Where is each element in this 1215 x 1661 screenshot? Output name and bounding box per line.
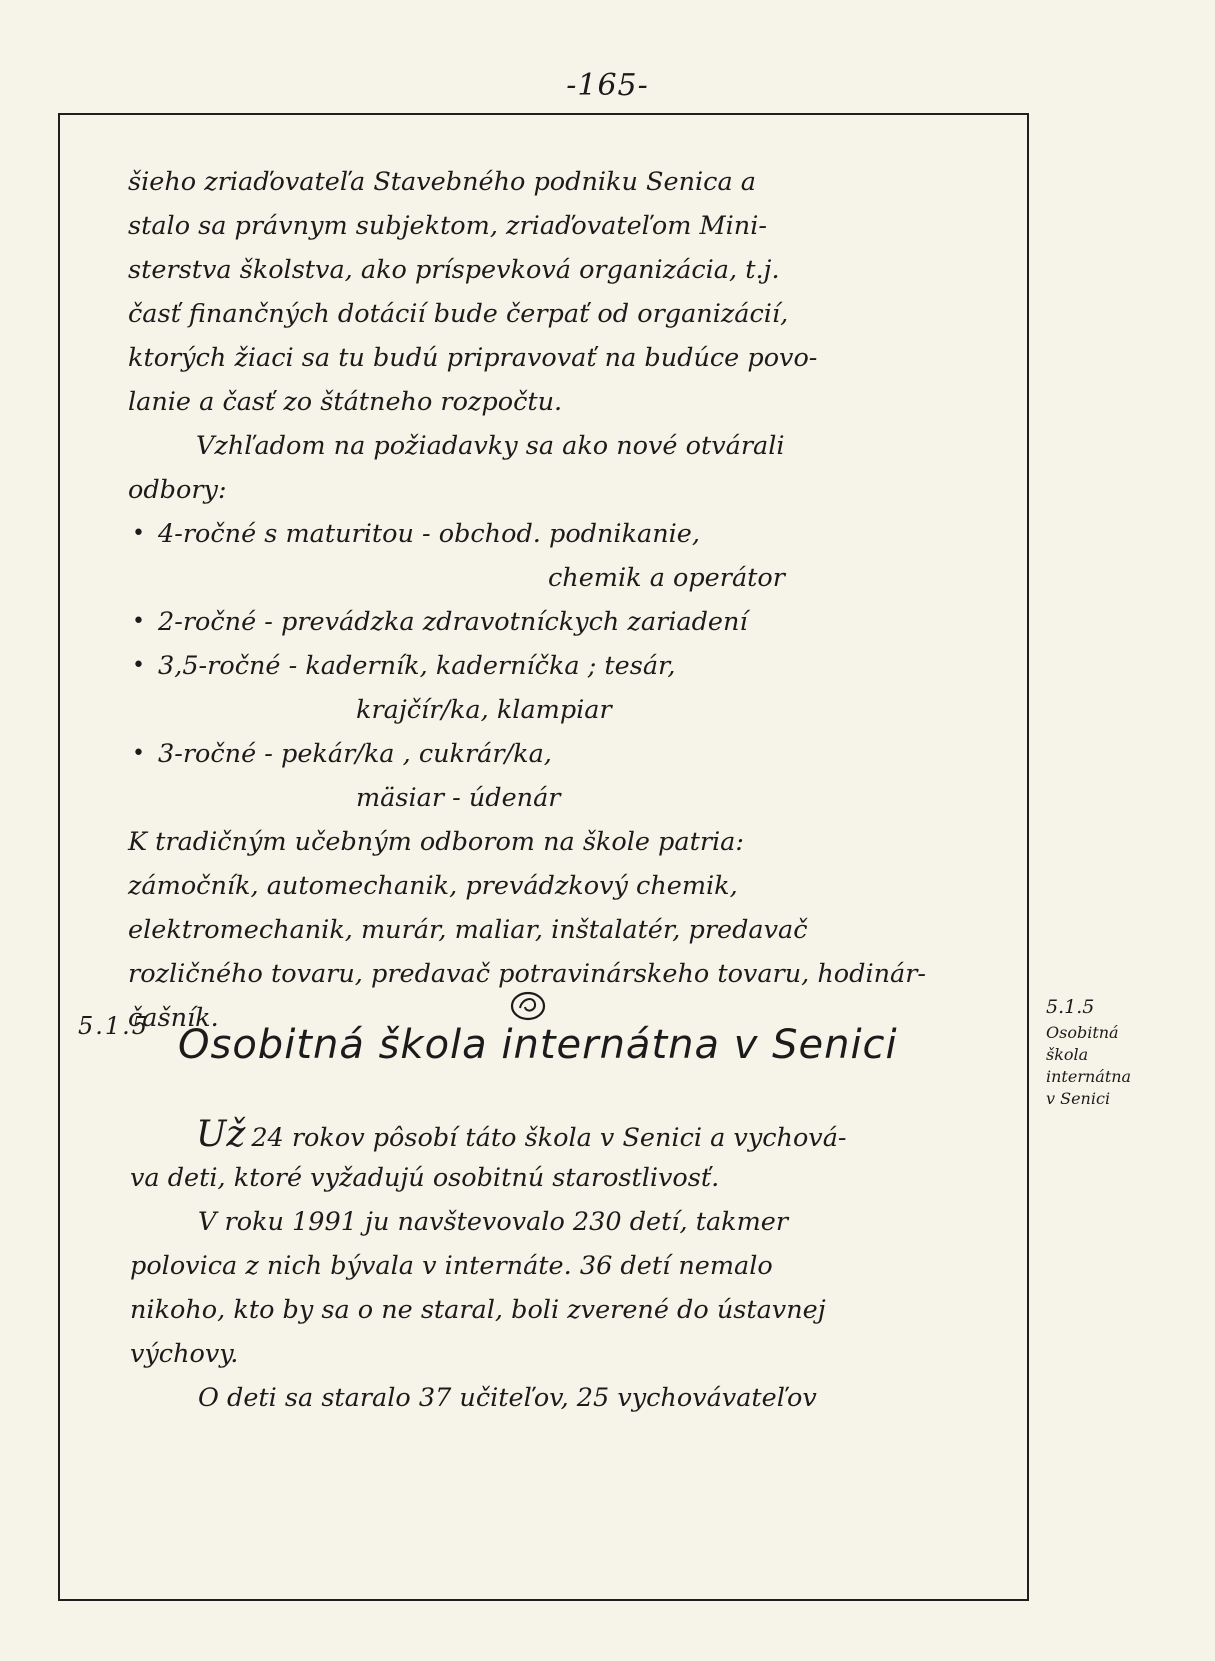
field-text: 3-ročné - pekár/ka , cukrár/ka, — [158, 739, 552, 769]
paragraph-line: sterstva školstva, ako príspevková organizácia, t.j. — [128, 255, 780, 285]
paragraph-line: zámočník, automechanik, prevádzkový chemik, — [128, 871, 738, 901]
margin-note — [1046, 996, 1206, 1110]
paragraph-line: ktorých žiaci sa tu budú pripravovať na budúce povo- — [128, 343, 818, 373]
paragraph-line: K tradičným učebným odborom na škole patria: — [128, 827, 744, 857]
margin-note-line: 5.1.5 — [1046, 996, 1095, 1018]
paragraph-line: výchovy. — [130, 1339, 239, 1369]
field-text: 2-ročné - prevádzka zdravotníckych zariadení — [158, 607, 748, 637]
paragraph-line: 24 rokov pôsobí táto škola v Senici a vychová- — [251, 1123, 847, 1153]
paragraph-line: V roku 1991 ju navštevovalo 230 detí, takmer — [198, 1207, 789, 1237]
section-number: 5.1.5 — [78, 1012, 150, 1040]
paragraph-line: lanie a časť zo štátneho rozpočtu. — [128, 387, 563, 417]
field-continuation: krajčír/ka, klampiar — [356, 695, 612, 725]
paragraph-line: čašník. — [128, 1003, 219, 1033]
bullet-icon: • — [132, 653, 145, 678]
margin-note-line: Osobitná — [1046, 1023, 1119, 1042]
paragraph-line: rozličného tovaru, predavač potravinárskeho tovaru, hodinár- — [128, 959, 927, 989]
bullet-icon: • — [132, 521, 145, 546]
circled-mark-icon — [508, 984, 548, 1024]
paragraph-line: va deti, ktoré vyžadujú osobitnú starostlivosť. — [130, 1163, 720, 1193]
section-title: Osobitná škola internátna v Senici — [178, 1022, 898, 1068]
margin-note-line: v Senici — [1046, 1089, 1111, 1108]
field-continuation: chemik a operátor — [548, 563, 785, 593]
main-text — [128, 160, 1008, 1040]
field-text: 3,5-ročné - kaderník, kaderníčka ; tesár, — [158, 651, 676, 681]
paragraph-line: časť finančných dotácií bude čerpať od organizácií, — [128, 299, 789, 329]
bullet-icon: • — [132, 609, 145, 634]
paragraph-line: odbory: — [128, 475, 227, 505]
paragraph-line: O deti sa staralo 37 učiteľov, 25 vychovávateľov — [198, 1383, 817, 1413]
paragraph-line: nikoho, kto by sa o ne staral, boli zverené do ústavnej — [130, 1295, 826, 1325]
field-text: 4-ročné s maturitou - obchod. podnikanie, — [158, 519, 700, 549]
page-number: -165- — [566, 68, 649, 103]
margin-note-line: škola — [1046, 1045, 1089, 1064]
margin-note-line: internátna — [1046, 1067, 1132, 1086]
paragraph-line: polovica z nich bývala v internáte. 36 detí nemalo — [130, 1251, 773, 1281]
field-continuation: mäsiar - údenár — [356, 783, 561, 813]
paragraph-initial: Už — [196, 1114, 246, 1155]
field-list-item — [128, 732, 1008, 776]
section-text — [130, 1112, 1010, 1420]
field-list-item — [128, 512, 1008, 556]
paragraph-line: Vzhľadom na požiadavky sa ako nové otvárali — [196, 431, 785, 461]
field-list-item — [128, 600, 1008, 644]
paragraph-line: šieho zriaďovateľa Stavebného podniku Senica a — [128, 167, 756, 197]
paragraph-line: stalo sa právnym subjektom, zriaďovateľom Mini- — [128, 211, 767, 241]
bullet-icon: • — [132, 741, 145, 766]
field-list-item — [128, 644, 1008, 688]
paragraph-line: elektromechanik, murár, maliar, inštalatér, predavač — [128, 915, 808, 945]
